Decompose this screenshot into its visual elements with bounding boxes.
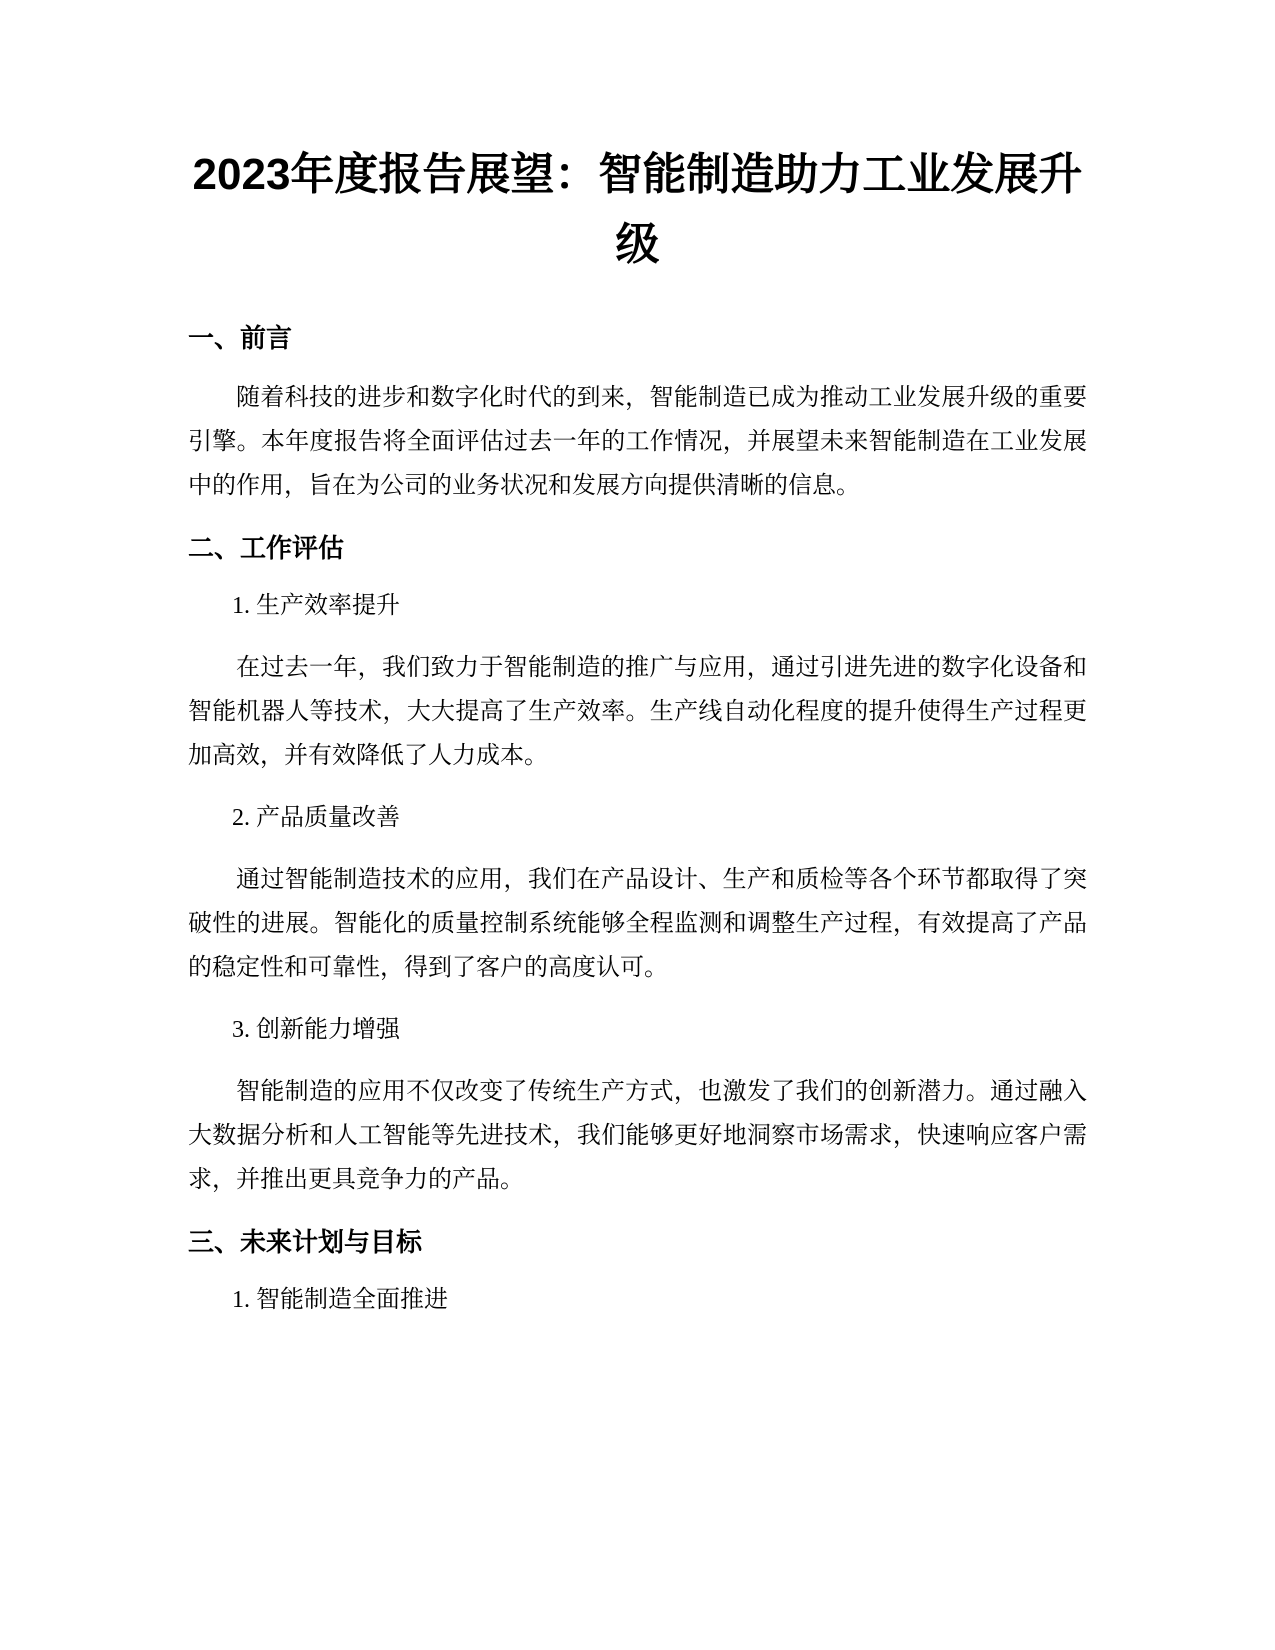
- subheading-production-efficiency: 1. 生产效率提升: [232, 593, 400, 619]
- section-heading-work-evaluation: 二、工作评估: [188, 533, 345, 563]
- preface-paragraph: 随着科技的进步和数字化时代的到来，智能制造已成为推动工业发展升级的重要引擎。本年度报告将全面评估过去一年的工作情况，并展望未来智能制造在工业发展中的作用，旨在为公司的业务状况和发展方向提供清晰的信息。: [188, 385, 1087, 499]
- section-heading-future-plans: 三、未来计划与目标: [188, 1227, 423, 1257]
- product-quality-paragraph: 通过智能制造技术的应用，我们在产品设计、生产和质检等各个环节都取得了突破性的进展。智能化的质量控制系统能够全程监测和调整生产过程，有效提高了产品的稳定性和可靠性，得到了客户的高度认可。: [188, 867, 1087, 981]
- production-efficiency-paragraph: 在过去一年，我们致力于智能制造的推广与应用，通过引进先进的数字化设备和智能机器人等技术，大大提高了生产效率。生产线自动化程度的提升使得生产过程更加高效，并有效降低了人力成本。: [188, 655, 1087, 769]
- section-heading-preface: 一、前言: [188, 323, 293, 353]
- innovation-paragraph: 智能制造的应用不仅改变了传统生产方式，也激发了我们的创新潜力。通过融入大数据分析和人工智能等先进技术，我们能够更好地洞察市场需求，快速响应客户需求，并推出更具竞争力的产品。: [188, 1079, 1087, 1193]
- document-title: 2023年度报告展望：智能制造助力工业发展升级: [192, 150, 1083, 269]
- subheading-innovation: 3. 创新能力增强: [232, 1017, 400, 1043]
- subheading-product-quality: 2. 产品质量改善: [232, 805, 400, 831]
- subheading-smart-manufacturing: 1. 智能制造全面推进: [232, 1287, 448, 1313]
